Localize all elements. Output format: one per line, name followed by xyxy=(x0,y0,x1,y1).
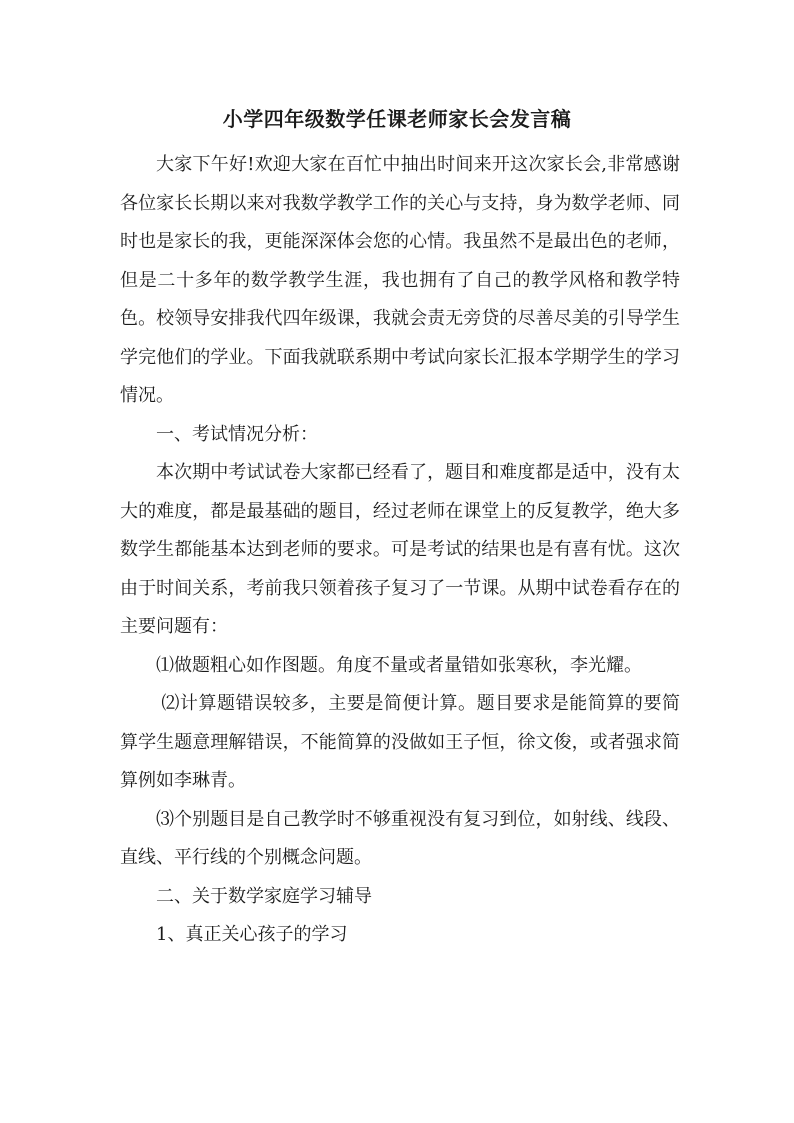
problem-item-2: ⑵计算题错误较多，主要是简便计算。题目要求是能简算的要简算学生题意理解错误，不能简算的没做如王子恒，徐文俊，或者强求简算例如李琳青。 xyxy=(120,693,680,791)
subsection-heading-care-study: 1、真正关心孩子的学习 xyxy=(156,924,348,945)
problem-item-3: ⑶个别题目是自己教学时不够重视没有复习到位，如射线、线段、直线、平行线的个别概念问题。 xyxy=(120,808,680,868)
paragraph-intro: 大家下午好!欢迎大家在百忙中抽出时间来开这次家长会,非常感谢各位家长长期以来对我数学教学工作的关心与支持，身为数学老师、同时也是家长的我，更能深深体会您的心情。我虽然不是最出色的老师，但是二十多年的数学教学生涯，我也拥有了自己的教学风格和教学特色。校领导安排我代四年级课，我就会责无旁贷的尽善尽美的引导学生学完他们的学业。下面我就联系期中考试向家长汇报本学期学生的学习情况。 xyxy=(120,154,680,406)
document-body xyxy=(120,146,680,955)
document-title: 小学四年级数学任课老师家长会发言稿 xyxy=(222,107,572,131)
problem-item-1: ⑴做题粗心如作图题。角度不量或者量错如张寒秋，李光耀。 xyxy=(156,654,642,676)
paragraph-analysis: 本次期中考试试卷大家都已经看了，题目和难度都是适中，没有太大的难度，都是最基础的题目，经过老师在课堂上的反复教学，绝大多数学生都能基本达到老师的要求。可是考试的结果也是有喜有忧。这次由于时间关系，考前我只领着孩子复习了一节课。从期中试卷看存在的主要问题有： xyxy=(120,462,680,637)
section-heading-exam-analysis: 一、考试情况分析： xyxy=(156,423,318,445)
section-heading-home-tutoring: 二、关于数学家庭学习辅导 xyxy=(156,885,372,907)
